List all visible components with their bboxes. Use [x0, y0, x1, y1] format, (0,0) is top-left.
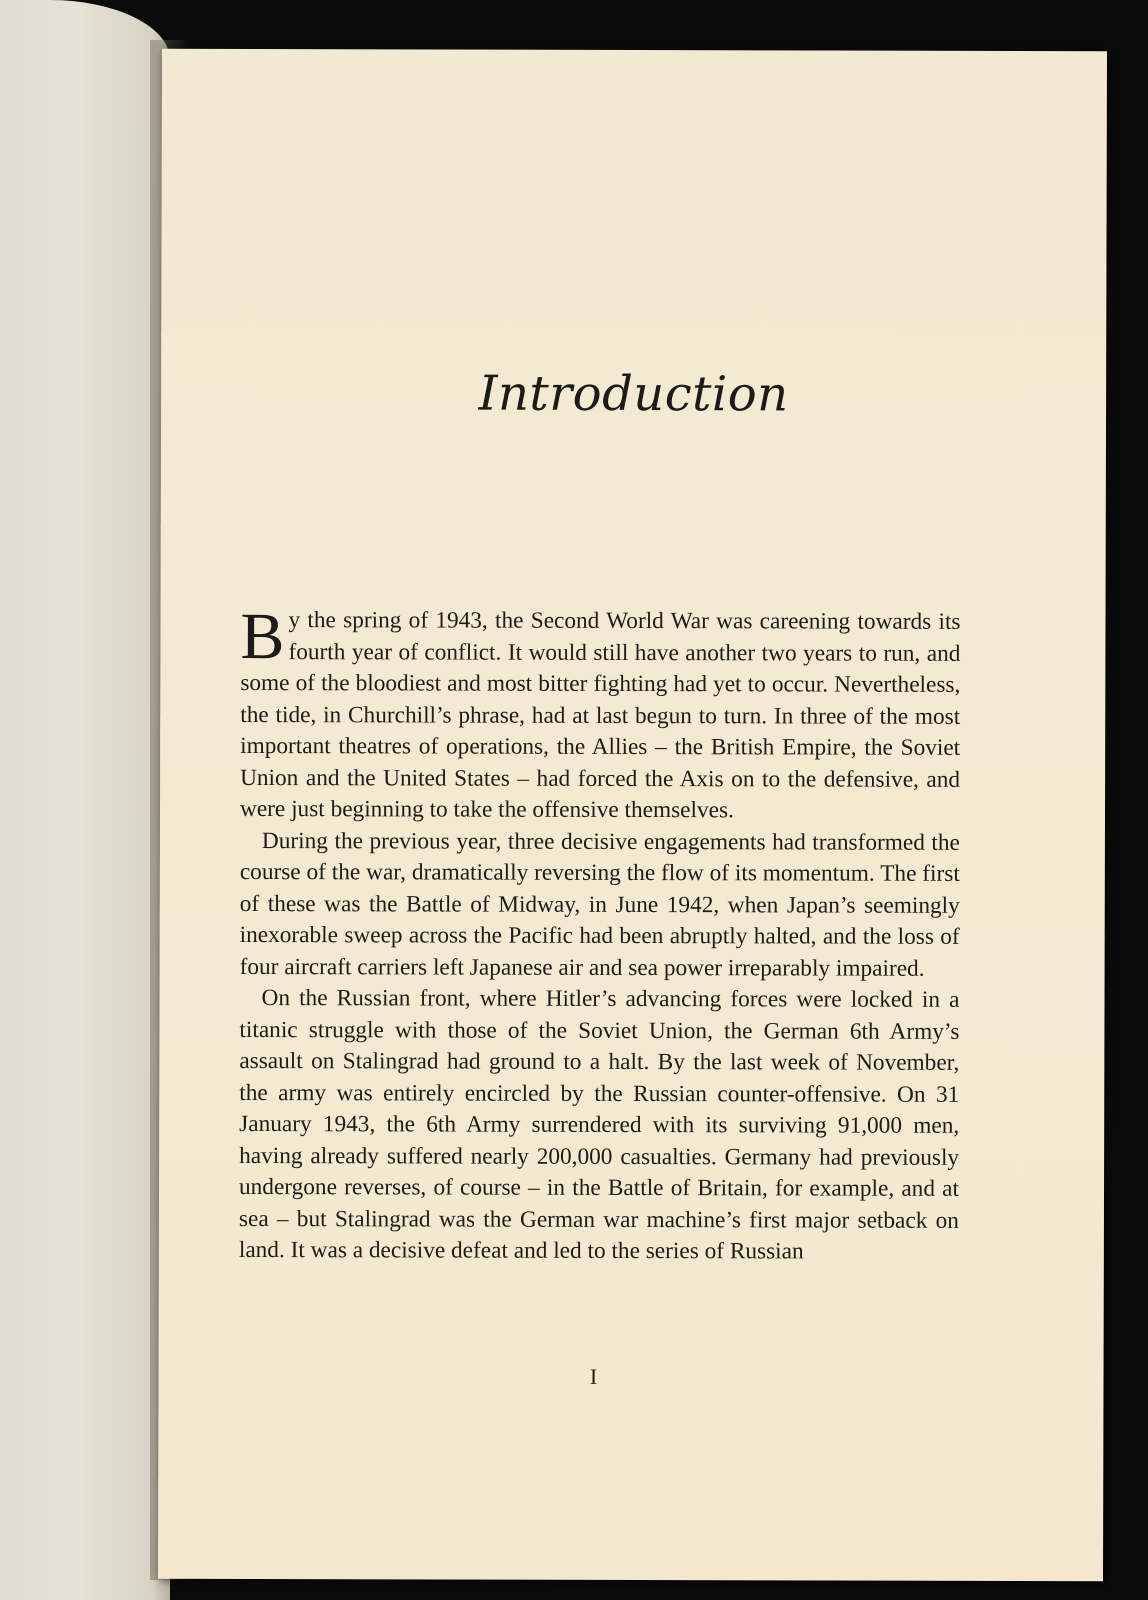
- book-page: [158, 49, 1107, 1581]
- paragraph-text: On the Russian front, where Hitler’s advancing forces were locked in a titanic struggle with those of the Soviet Union, the German 6th Army’s assault on Stalingrad had ground to a halt. By the last week of November, the army was entirely encircled by the Russian counter-offensive. On 31 January 1943, the 6th Army surrendered with its surviving 91,000 men, having already suffered nearly 200,000 casualties. Germany had previously undergone reverses, of course – in the Battle of Britain, for example, and at sea – but Stalingrad was the German war machine’s first major setback on land. It was a decisive defeat and led to the series of Russian: [238, 985, 960, 1265]
- paragraph-text: y the spring of 1943, the Second World War was careening towards its fourth year of conflict. It would still have another two years to run, and some of the bloodiest and most bitter fighting had yet to occur. Nevertheless, the tide, in Churchill’s phrase, had at last begun to turn. In three of the most important theatres of operations, the Allies – the British Empire, the Soviet Union and the United States – had forced the Axis on to the defensive, and were just beginning to take the offensive themselves.: [239, 607, 961, 824]
- page-number: I: [589, 1363, 598, 1389]
- paragraph: [240, 825, 960, 984]
- chapter-title: Introduction: [478, 365, 789, 423]
- drop-cap: B: [240, 599, 285, 674]
- left-page-edge: [0, 0, 170, 1600]
- body-text: [238, 599, 961, 1268]
- paragraph: [239, 599, 961, 827]
- paragraph: [239, 983, 960, 1268]
- paragraph-text: During the previous year, three decisive engagements had transformed the course of the war, dramatically reversing the flow of its momentum. The first of these was the Battle of Midway, in June 1942, when Japan’s seemingly inexorable sweep across the Pacific had been abruptly halted, and the loss of four aircraft carriers left Japanese air and sea power irreparably impaired.: [239, 827, 960, 982]
